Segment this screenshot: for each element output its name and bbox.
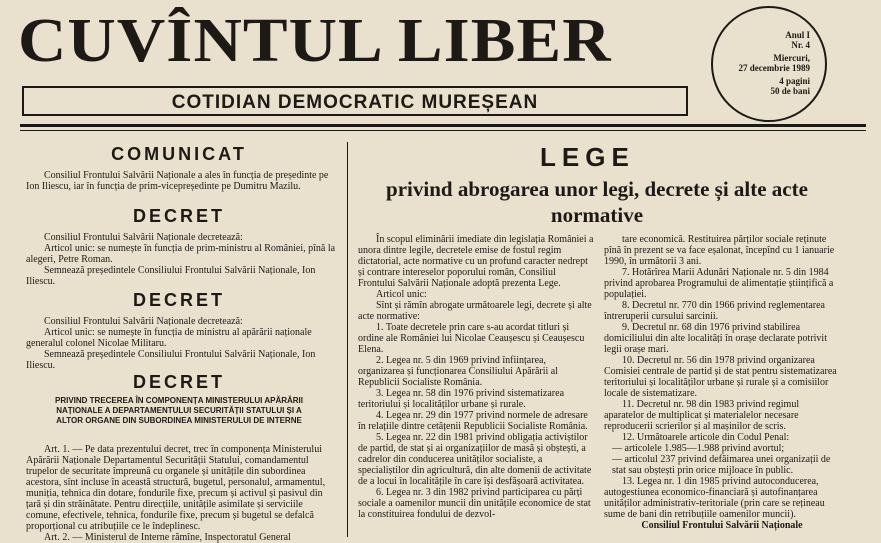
issue-date: 27 decembrie 1989: [738, 63, 810, 73]
lege-paragraph: — articolul 237 privind defăimarea unei organizații de stat sau obștești prin orice mijloace în public.: [612, 454, 831, 476]
lege-paragraph: 9. Decretul nr. 68 din 1976 privind stabilirea domiciliului din alte localități în orașe declarate potrivit legii orașe mari.: [604, 322, 827, 355]
issue-day: Miercuri,: [773, 53, 810, 63]
lege-signature: Consiliul Frontului Salvării Naționale: [641, 520, 803, 531]
decret2-text: [26, 316, 338, 371]
lege-title: LEGE: [540, 142, 635, 172]
lege-paragraph: 8. Decretul nr. 770 din 1966 privind reglementarea întreruperii cursului sarcinii.: [604, 300, 825, 322]
decret2-para: Articol unic: se numește în funcția de ministru al apărării naționale generalul colonel Nicolae Militaru.: [26, 327, 312, 349]
comunicat-title: COMUNICAT: [111, 144, 247, 164]
decret2-para: Consiliul Frontului Salvării Naționale decretează:: [44, 316, 243, 327]
lege-paragraph: 7. Hotărîrea Marii Adunări Naționale nr. 5 din 1984 privind aprobarea Programului de alimentație științifică a populației.: [604, 267, 834, 300]
decret3-title: DECRET: [132, 372, 225, 392]
issue-number: Nr. 4: [791, 40, 810, 50]
decret3-subtitle: PRIVIND TRECEREA ÎN COMPONENȚA MINISTERULUI APĂRĂRII NAȚIONALE A DEPARTAMENTULUI SECURITĂȚII STATULUI ȘI A ALTOR ORGANE DIN SUBORDINEA MINISTERULUI DE INTERNE: [54, 396, 303, 425]
lege-paragraph: 13. Legea nr. 1 din 1985 privind autoconducerea, autogestiunea economico-financiară și autofinanțarea unităților administrativ-teritoriale (prin care se rețineau sume de bani din retribuțiile oamenilor muncii).: [604, 476, 825, 520]
lege-paragraph: 3. Legea nr. 58 din 1976 privind sistematizarea teritoriului și localităților urbane și rurale.: [358, 388, 565, 410]
masthead-title: CUVÎNTUL LIBER: [18, 7, 612, 75]
lege-paragraph: 5. Legea nr. 22 din 1981 privind obligația activiștilor de partid, de stat și ai organizațiilor de masă și obștești, a cadrelor din conducerea unităților socialiste, a specialiștilor din agricultură, din alte domenii de activitate de a locui în localitățile în care își desfășoară activitatea.: [358, 432, 592, 487]
lege-paragraph: 4. Legea nr. 29 din 1977 privind normele de adresare în relațiile dintre cetățenii Republicii Socialiste România.: [358, 410, 588, 432]
issue-info: [730, 30, 810, 96]
decret2-title: DECRET: [132, 290, 225, 310]
lege-paragraph: 11. Decretul nr. 98 din 1983 privind regimul aparatelor de multiplicat și materialelor necesare reproducerii scrierilor și al mașinilor de scris.: [604, 399, 800, 432]
decret1-para: Consiliul Frontului Salvării Naționale decretează:: [44, 232, 243, 243]
lege-column-1: [358, 234, 594, 520]
lege-subtitle: privind abrogarea unor legi, decrete și alte acte normative: [386, 177, 808, 227]
decret3-text: [26, 444, 338, 543]
lege-paragraph: Sînt și rămîn abrogate următoarele legi, decrete și alte acte normative:: [358, 300, 592, 322]
top-rule-thin: [20, 130, 866, 131]
comunicat-text: [26, 170, 338, 192]
decret1-text: [26, 232, 338, 287]
issue-year: Anul I: [785, 30, 810, 40]
lege-paragraph: În scopul eliminării imediate din legislația României a unora dintre legile, decretele emise de fostul regim dictatorial, acte normative cu un profund caracter nedrept și contrare intereselor poporului român, Consiliul Frontului Salvării Naționale adoptă prezenta Lege.: [358, 234, 594, 289]
decret2-para: Semnează președintele Consiliului Frontului Salvării Naționale, Ion Iliescu.: [26, 349, 316, 371]
lege-paragraph: 6. Legea nr. 3 din 1982 privind participarea cu părți sociale a oamenilor muncii din unitățile economice de stat la constituirea fondului de dezvol-: [358, 487, 591, 520]
lege-paragraph: 1. Toate decretele prin care s-au acordat titluri și ordine ale României lui Nicolae Ceaușescu și Ceaușescu Elena.: [358, 322, 585, 355]
lege-paragraph: — articolele 1.985—1.988 privind avortul;: [612, 443, 785, 454]
column-divider: [347, 142, 348, 537]
lege-paragraph: 10. Decretul nr. 56 din 1978 privind organizarea Comisiei centrale de partid și de stat pentru sistematizarea teritoriului și localităților urbane și rurale și a comisiilor locale de sistematizare.: [604, 355, 837, 399]
lege-paragraph: 12. Următoarele articole din Codul Penal:: [622, 432, 790, 443]
lege-paragraph: 2. Legea nr. 5 din 1969 privind înființarea, organizarea și funcționarea Consiliului Apărării al Republicii Socialiste România.: [358, 355, 559, 388]
issue-pages: 4 pagini: [779, 76, 810, 86]
decret1-title: DECRET: [132, 206, 225, 226]
masthead-subtitle: COTIDIAN DEMOCRATIC MUREȘEAN: [171, 92, 539, 113]
decret1-para: Articol unic: se numește în funcția de prim-ministru al României, pînă la alegeri, Petre Roman.: [26, 243, 336, 265]
decret3-para: Art. 1. — Pe data prezentului decret, trec în componența Ministerului Apărării Naționale Departamentul Securității Statului, comandamentul trupelor de securitate împreună cu organele și unitățile din subordinea acestora, sînt incluse în această structură, bugetul, personalul, armamentul, muniția, tehnica din dotare, fondurile fixe, precum și activul și pasivul din țară și din străinătate. Pentru direcțiile, unitățile asimilate și serviciile comune, efectivele, tehnica, fondurile fixe, precum și bugetul se defalcă proporțional cu atribuțiile ce le îndeplinesc.: [26, 444, 326, 532]
lege-paragraph: tare economică. Restituirea părților sociale reținute pînă în prezent se va face eșalonat, începînd cu 1 ianuarie 1990, în următorii 3 ani.: [604, 234, 835, 267]
decret3-para: Art. 2. — Ministerul de Interne rămîne, Inspectoratul General: [44, 532, 291, 543]
decret1-para: Semnează președintele Consiliului Frontului Salvării Naționale, Ion Iliescu.: [26, 265, 316, 287]
lege-column-2: [604, 234, 840, 531]
top-rule: [20, 124, 866, 127]
comunicat-paragraph: Consiliul Frontului Salvării Naționale a ales în funcția de președinte pe Ion Iliescu, iar în funcția de prim-vicepreședinte pe Dumitru Mazilu.: [26, 170, 329, 192]
issue-price: 50 de bani: [770, 86, 810, 96]
lege-paragraph: Articol unic:: [376, 289, 427, 300]
